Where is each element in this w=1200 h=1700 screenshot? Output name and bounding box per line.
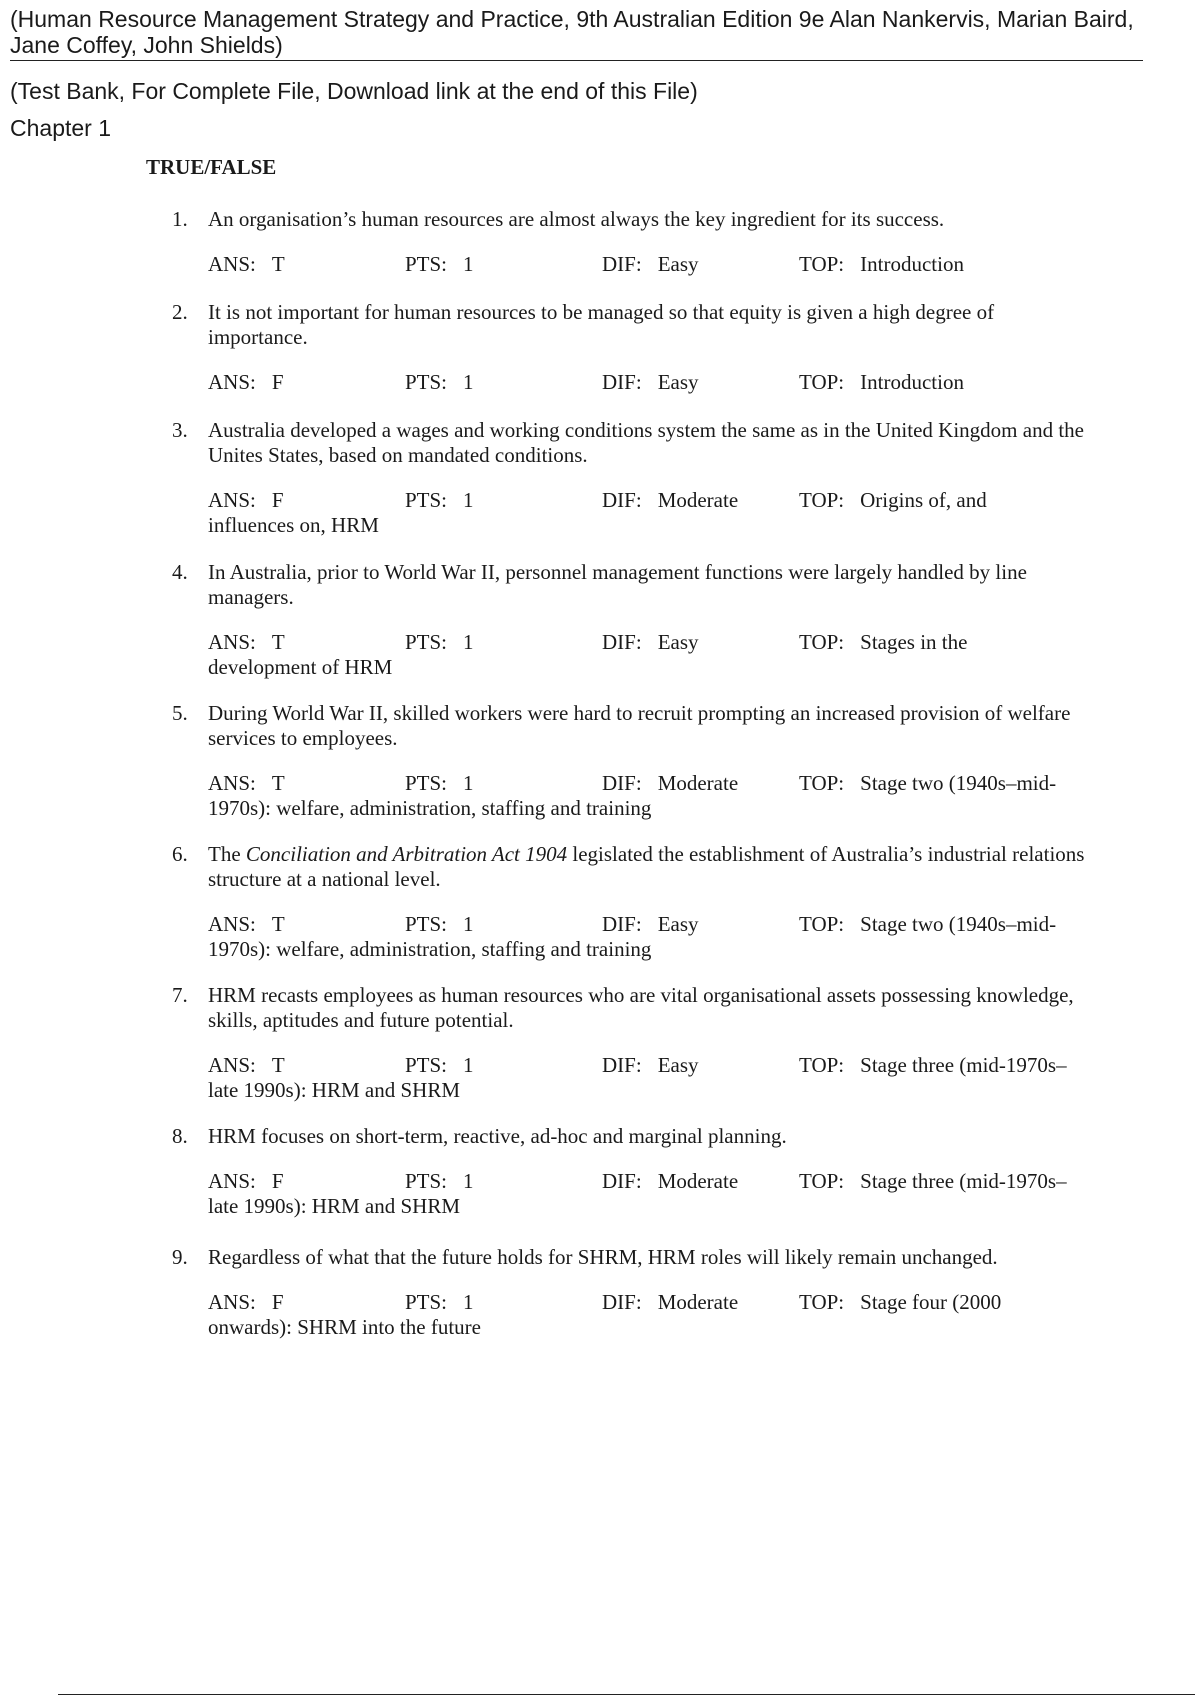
points-field [405,370,474,395]
question-number: 8. [172,1124,188,1148]
points-label: PTS: [405,252,448,276]
answer-metadata [208,912,1092,962]
topic-value: Origins of, and [860,488,987,512]
answer-value: T [271,630,285,654]
answer-value: T [271,771,285,795]
question-item [172,560,1092,680]
topic-continuation: development of HRM [208,655,393,679]
question-stem [172,842,1092,892]
answer-field [208,1290,284,1315]
question-text: Australia developed a wages and working conditions system the same as in the United Kingdom and the Unites States, based on mandated conditions. [208,418,1084,467]
answer-value: F [271,488,284,512]
answer-label: ANS: [208,771,256,795]
topic-label: TOP: [799,1169,845,1193]
question-stem [172,300,1092,350]
answer-metadata [208,1290,1092,1340]
answer-metadata [208,370,1092,395]
question-text-part: legislated the establishment of Australia’s industrial relations structure at a national level. [208,842,1085,891]
difficulty-value: Moderate [657,1169,739,1193]
difficulty-label: DIF: [602,252,642,276]
question-item [172,207,1092,277]
answer-label: ANS: [208,488,256,512]
difficulty-label: DIF: [602,912,642,936]
answer-field [208,912,285,937]
topic-continuation: 1970s): welfare, administration, staffing and training [208,937,652,961]
answer-value: F [271,1290,284,1314]
points-value: 1 [463,912,474,936]
topic-value: Introduction [860,252,964,276]
answer-value: F [271,370,284,394]
topic-label: TOP: [799,912,845,936]
points-value: 1 [463,1290,474,1314]
points-label: PTS: [405,771,448,795]
question-item [172,300,1092,395]
topic-field [799,630,967,655]
points-field [405,488,474,513]
metadata-row [208,912,1092,937]
topic-label: TOP: [799,1290,845,1314]
question-number: 6. [172,842,188,866]
chapter-label: Chapter 1 [10,115,112,141]
answer-label: ANS: [208,1290,256,1314]
topic-value: Stage three (mid-1970s– [860,1053,1067,1077]
points-value: 1 [463,370,474,394]
question-text-part: The [208,842,246,866]
metadata-row [208,630,1092,655]
topic-continuation: 1970s): welfare, administration, staffing and training [208,796,652,820]
answer-field [208,771,285,796]
topic-field [799,1169,1067,1194]
difficulty-value: Moderate [657,771,739,795]
answer-field [208,1053,285,1078]
topic-field [799,370,964,395]
topic-value: Introduction [860,370,964,394]
answer-metadata [208,1053,1092,1103]
topic-field [799,252,964,277]
question-stem [172,983,1092,1033]
answer-label: ANS: [208,630,256,654]
answer-value: T [271,252,285,276]
metadata-row [208,1169,1092,1194]
question-item [172,1124,1092,1219]
question-number: 5. [172,701,188,725]
topic-field [799,1053,1067,1078]
question-text: Regardless of what that the future holds for SHRM, HRM roles will likely remain unchanged. [208,1245,998,1269]
points-field [405,630,474,655]
book-title: (Human Resource Management Strategy and Practice, 9th Australian Edition 9e Alan Nankervis, Marian Baird, Jane Coffey, John Shields) [10,6,1143,61]
topic-field [799,488,987,513]
topic-continuation: onwards): SHRM into the future [208,1315,481,1339]
answer-field [208,1169,284,1194]
difficulty-label: DIF: [602,370,642,394]
points-label: PTS: [405,488,448,512]
points-value: 1 [463,771,474,795]
answer-field [208,252,285,277]
topic-label: TOP: [799,370,845,394]
question-stem [172,1245,1092,1270]
act-title: Conciliation and Arbitration Act 1904 [245,842,568,866]
answer-value: T [271,912,285,936]
topic-continuation: late 1990s): HRM and SHRM [208,1078,460,1102]
question-item [172,983,1092,1103]
answer-label: ANS: [208,1053,256,1077]
answer-label: ANS: [208,252,256,276]
difficulty-label: DIF: [602,1169,642,1193]
difficulty-label: DIF: [602,488,642,512]
question-number: 1. [172,207,188,231]
answer-value: T [271,1053,285,1077]
question-text: It is not important for human resources to be managed so that equity is given a high degree of importance. [208,300,995,349]
points-field [405,252,474,277]
topic-value: Stage two (1940s–mid- [860,912,1057,936]
answer-metadata [208,630,1092,680]
topic-value: Stage three (mid-1970s– [860,1169,1067,1193]
topic-continuation: influences on, HRM [208,513,379,537]
topic-label: TOP: [799,771,845,795]
document-header [10,6,1195,141]
points-field [405,771,474,796]
difficulty-label: DIF: [602,1290,642,1314]
points-value: 1 [463,252,474,276]
points-label: PTS: [405,1053,448,1077]
question-text: During World War II, skilled workers were hard to recruit prompting an increased provision of welfare services to employees. [208,701,1071,750]
points-field [405,912,474,937]
points-label: PTS: [405,912,448,936]
metadata-row [208,771,1092,796]
points-value: 1 [463,630,474,654]
topic-value: Stages in the [860,630,968,654]
points-value: 1 [463,488,474,512]
topic-label: TOP: [799,252,845,276]
question-text: In Australia, prior to World War II, personnel management functions were largely handled by line managers. [208,560,1027,609]
difficulty-value: Easy [657,252,699,276]
answer-metadata [208,771,1092,821]
difficulty-value: Easy [657,912,699,936]
answer-value: F [271,1169,284,1193]
topic-continuation: late 1990s): HRM and SHRM [208,1194,460,1218]
points-field [405,1169,474,1194]
metadata-row [208,1053,1092,1078]
section-heading: TRUE/FALSE [146,155,277,179]
question-stem [172,1124,1092,1149]
topic-field [799,1290,1001,1315]
difficulty-value: Moderate [657,1290,739,1314]
topic-field [799,912,1056,937]
metadata-row [208,370,1092,395]
points-value: 1 [463,1169,474,1193]
answer-field [208,630,285,655]
answer-field [208,370,284,395]
question-text [208,842,1092,892]
test-bank-note: (Test Bank, For Complete File, Download link at the end of this File) [10,78,698,104]
answer-metadata [208,488,1092,538]
question-number: 2. [172,300,188,324]
answer-metadata [208,1169,1092,1219]
metadata-row [208,252,1092,277]
topic-value: Stage four (2000 [860,1290,1002,1314]
difficulty-value: Easy [657,370,699,394]
difficulty-field [602,630,699,655]
points-label: PTS: [405,1290,448,1314]
answer-label: ANS: [208,912,256,936]
difficulty-field [602,252,699,277]
question-stem [172,560,1092,610]
metadata-row [208,488,1092,513]
points-value: 1 [463,1053,474,1077]
question-number: 9. [172,1245,188,1269]
answer-metadata [208,252,1092,277]
question-text: An organisation’s human resources are almost always the key ingredient for its success. [208,207,945,231]
difficulty-field [602,1290,738,1315]
difficulty-field [602,912,699,937]
points-field [405,1053,474,1078]
difficulty-label: DIF: [602,1053,642,1077]
difficulty-value: Easy [657,630,699,654]
answer-field [208,488,284,513]
answer-label: ANS: [208,370,256,394]
footer-divider [58,1694,1195,1695]
question-text: HRM focuses on short-term, reactive, ad-hoc and marginal planning. [208,1124,787,1148]
difficulty-field [602,771,738,796]
question-number: 3. [172,418,188,442]
topic-label: TOP: [799,488,845,512]
difficulty-field [602,488,738,513]
question-stem [172,207,1092,232]
points-field [405,1290,474,1315]
difficulty-label: DIF: [602,630,642,654]
difficulty-value: Easy [657,1053,699,1077]
question-stem [172,701,1092,751]
answer-label: ANS: [208,1169,256,1193]
topic-value: Stage two (1940s–mid- [860,771,1057,795]
question-item [172,1245,1092,1340]
question-stem [172,418,1092,468]
difficulty-value: Moderate [657,488,739,512]
difficulty-field [602,370,699,395]
difficulty-field [602,1053,699,1078]
question-item [172,842,1092,962]
question-number: 7. [172,983,188,1007]
metadata-row [208,1290,1092,1315]
question-text: HRM recasts employees as human resources who are vital organisational assets possessing knowledge, skills, aptitudes and future potential. [208,983,1074,1032]
points-label: PTS: [405,1169,448,1193]
difficulty-label: DIF: [602,771,642,795]
points-label: PTS: [405,370,448,394]
topic-label: TOP: [799,1053,845,1077]
topic-field [799,771,1056,796]
topic-label: TOP: [799,630,845,654]
question-item [172,418,1092,538]
question-item [172,701,1092,821]
difficulty-field [602,1169,738,1194]
points-label: PTS: [405,630,448,654]
question-number: 4. [172,560,188,584]
